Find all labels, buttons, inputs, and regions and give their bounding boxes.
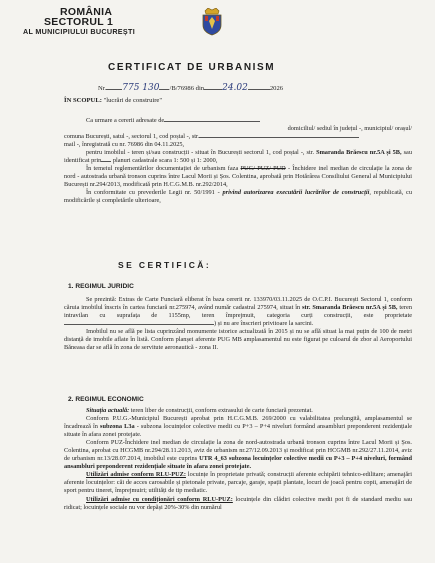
property-plans: planuri cadastrale scara 1: 500 și 1: 2000, xyxy=(111,157,218,165)
header-sector: SECTORUL 1 xyxy=(44,16,114,28)
scope-value: "lucrări de construire" xyxy=(103,97,163,104)
intro-locality: comuna București, satul -, sectorul 1, cod poștal -, str. xyxy=(64,133,200,141)
legal-encumbrance: ) și nu are înscrieri privitoare la sarcini. xyxy=(214,320,314,328)
basis-text: În temeiul reglementărilor documentației de urbanism faza xyxy=(86,165,241,173)
conditional-uses-text: locuințele din clădiri colective medii pot fi de standard mediu sau ridicat; locuințele sociale nu vor depăși 20%-30% din numărul xyxy=(64,495,413,511)
issuer-header xyxy=(22,7,192,36)
nr-handwritten-b: 130 xyxy=(142,83,160,93)
document-title: CERTIFICAT DE URBANISM xyxy=(108,62,276,73)
intro-domicile: domiciliul/ sediul xyxy=(287,125,332,133)
year: 2026 xyxy=(269,85,284,92)
certifies-heading: SE CERTIFICĂ: xyxy=(118,260,212,270)
nr-prefix: Nr. xyxy=(98,85,107,92)
current-situation-label: Situația actuală: xyxy=(86,407,130,414)
economic-regime-heading: 2. REGIMUL ECONOMIC xyxy=(68,396,144,403)
pug-subzone: subzona L3a xyxy=(100,423,135,431)
legal-regime-block xyxy=(64,296,412,352)
header-country: ROMÂNIA xyxy=(60,6,113,18)
scope-line xyxy=(64,97,162,104)
pug-detail: - subzona locuințelor colective medii cu P+3 – P+4 niveluri formând ansambluri preponderent rezidențiale situate în afara zonei protejate. xyxy=(64,423,412,439)
legal-extract: Se prezintă: Extras de Carte Funciară eliberat în baza cererii nr. 133970/03.11.2025 de O.C.P.I. București Sectorul 1, conform căruia imobilul înscris în cartea funciară nr.275974, având număr cadastral 275974, situat în xyxy=(64,296,412,312)
intro-registration: mail -, înregistrată cu nr. 76986 din 04.11.2025, xyxy=(64,141,185,149)
law-title: privind autorizarea executării lucrărilor de construcții xyxy=(222,189,370,197)
pug-text: Conform P.U.G.-Municipiul București aprobat prin H.C.G.M.B. 269/2000 cu valabilitatea prelungită, amplasamentul se încadrează în xyxy=(64,415,412,431)
intro-county: în județul -, municipiul/ orașul/ xyxy=(331,125,412,133)
intro-request: Ca urmare a cererii adresate de xyxy=(86,117,165,124)
certificate-number-line xyxy=(98,83,283,93)
date-handwritten: 24.02 xyxy=(222,83,248,93)
intro-block xyxy=(64,117,412,206)
basis-detail: - Închidere inel median de circulație la zona de nord - autostrada urbană tronson cuprins între Lacul Morii și Șos. Colentina, aprobată prin Hotărârea Consiliului General al Municipiului București nr.294/2013, modificată prin H.C.G.M.B. nr.292/2014, xyxy=(64,165,412,189)
legal-monuments: Imobilul nu se află pe lista cuprinzând monumente istorice actualizată în 2015 și nu se află situat la mai puțin de 100 de metri distanță de imobile aflate în listă. Conform planșei aferente PUG MB amplasamentul nu este figurat pe culoarul de zbor al Aeroportului Băneasa dar se află în zona de servitute aeronautică - zona II. xyxy=(64,328,412,352)
property-address: Smaranda Brăescu nr.5A și 5B, xyxy=(316,149,402,157)
coat-of-arms-icon xyxy=(200,8,224,36)
legal-land: teren intravilan cu suprafața de 1155mp, teren împrejmuit, categoria curți construcții, este proprietate xyxy=(64,304,412,320)
nr-registry: /B/76986 din xyxy=(169,85,205,92)
header-municipality: AL MUNICIPIULUI BUCUREȘTI xyxy=(23,27,135,36)
law-text: În conformitate cu prevederile Legii nr. 50/1991 - xyxy=(86,189,223,197)
current-situation-text: teren liber de construcții, conform extrasului de carte funciară prezentat. xyxy=(129,407,313,414)
economic-regime-block xyxy=(64,407,412,512)
allowed-uses-text: locuințe în proprietate privată; construcții aferente echipării tehnico-edilitare; amenajări aferente locuințelor: căi de acces carosabile și pietonale private, parcaje, garaje, spații plantate, locuri de joacă pentru copii, amenajări de sport pentru tineret, împrejmuiri; utilități de tip mediatic. xyxy=(64,471,412,495)
property-text: pentru imobilul - teren și/sau construcții - situat în București sectorul 1, cod poștal -, str. xyxy=(86,149,317,157)
puz-text: Conform PUZ-Închidere inel median de circulație la zona de nord-autostrada urbană tronson cuprins între Lacul Morii și Șos. Colentina, aprobat cu HCGMB nr.294/28.11.2013, aviz de urbanism nr.27/12.09.2013 și modificat prin HCGMB nr.292/27.11.2014, aviz de urbanism nr.13/28.07.2014, imobilul este cuprins xyxy=(64,439,412,463)
legal-address: str. Smaranda Brăescu nr.5A și 5B, xyxy=(302,304,398,312)
puz-utr: UTR 4_63 subzona locuințelor colective medii cu P+3 – P+4 niveluri, formând ansambluri preponderent rezidențiale situate în afara zonei protejate. xyxy=(64,455,413,471)
property-id-text: sau identificat prin xyxy=(64,149,412,165)
scope-label: ÎN SCOPUL: xyxy=(64,97,102,104)
allowed-uses-label: Utilizări admise conform RLU-PUZ: xyxy=(86,471,186,479)
nr-handwritten: 775 xyxy=(122,83,143,93)
basis-phase: PUG/ PUZ/ PUD xyxy=(240,165,286,173)
legal-regime-heading: 1. REGIMUL JURIDIC xyxy=(68,283,134,290)
law-tail: , republicată, cu modificările și completările ulterioare, xyxy=(64,189,412,205)
conditional-uses-label: Utilizări admise cu condiționări conform RLU-PUZ: xyxy=(86,495,233,503)
